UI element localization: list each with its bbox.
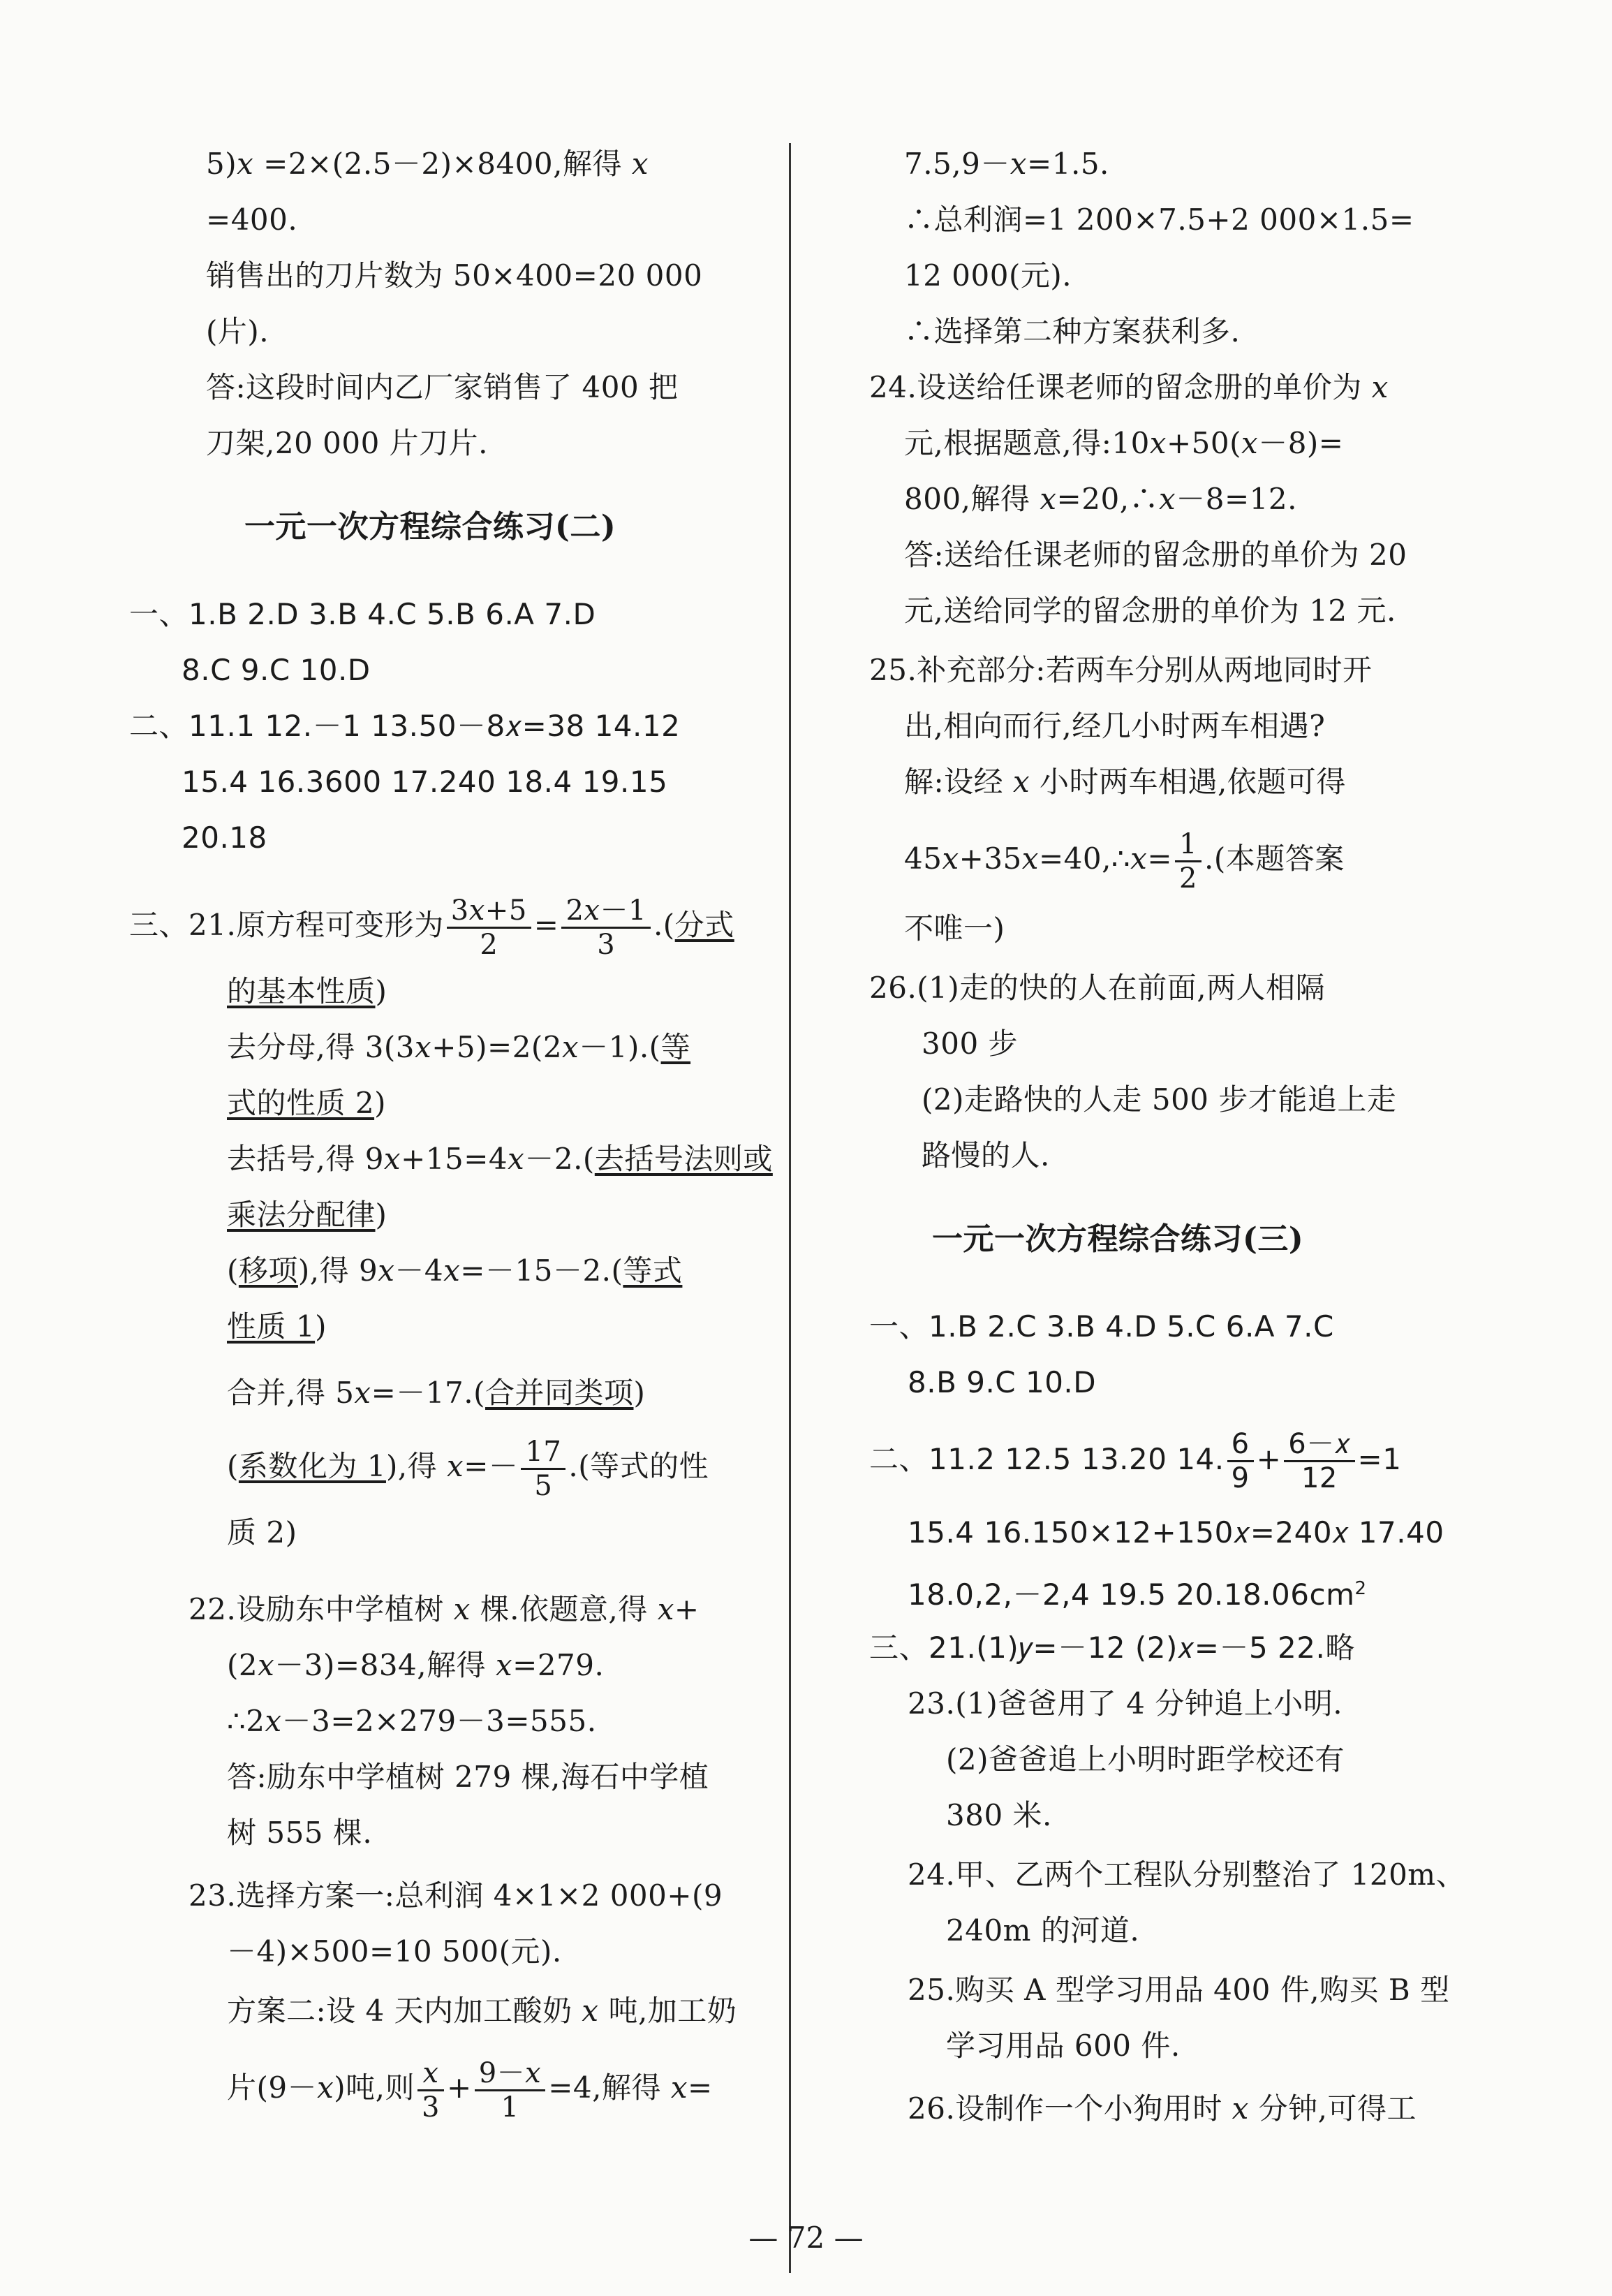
- step-text: 去分母,得 3(3𝑥+5)=2(2𝑥－1).(: [227, 1030, 661, 1064]
- denominator: 5: [534, 1469, 553, 1502]
- q24-line: 元,送给同学的留念册的单价为 12 元.: [904, 594, 1396, 628]
- underlined-answer: 乘法分配律: [227, 1198, 376, 1232]
- answers-text: =1: [1357, 1442, 1402, 1476]
- solve-answers-line: 三、21.(1)𝑦=－12 (2)𝑥=－5 22.略: [869, 1631, 1355, 1665]
- q24-line: 240m 的河道.: [946, 1913, 1140, 1948]
- q24-line: 24.甲、乙两个工程队分别整治了 120m、: [908, 1857, 1466, 1892]
- q25-line: 出,相向而行,经几小时两车相遇?: [904, 709, 1326, 743]
- section-heading: 一元一次方程综合练习(三): [932, 1221, 1304, 1257]
- q25-line: 学习用品 600 件.: [946, 2029, 1181, 2063]
- underlined-answer: 移项: [238, 1253, 298, 1288]
- text-line: =400.: [206, 203, 298, 237]
- step-text: =4,解得 𝑥=: [548, 2070, 713, 2105]
- step-text: ),得 9𝑥－4𝑥=－15－2.(: [297, 1253, 623, 1288]
- q24-line: 答:送给任课老师的留念册的单价为 20: [904, 538, 1407, 572]
- text-line: 答:这段时间内乙厂家销售了 400 把: [206, 370, 679, 404]
- underlined-answer: 合并同类项: [485, 1376, 634, 1410]
- text-line: ∴总利润=1 200×7.5+2 000×1.5=: [904, 203, 1414, 237]
- plus-sign: +: [446, 2070, 472, 2105]
- q25-line: [904, 824, 1345, 894]
- punct: (: [227, 1253, 239, 1288]
- fraction: [521, 1436, 565, 1502]
- denominator: 1: [501, 2091, 519, 2124]
- fraction: [417, 2057, 444, 2124]
- underlined-answer: 性质 1: [227, 1309, 316, 1344]
- numerator: 17: [521, 1436, 565, 1470]
- q22-line: (2𝑥－3)=834,解得 𝑥=279.: [227, 1648, 605, 1682]
- q23-line: －4)×500=10 500(元).: [227, 1934, 562, 1968]
- q21-line: [227, 1246, 682, 1295]
- q23-line: 方案二:设 4 天内加工酸奶 𝑥 吨,加工奶: [227, 1994, 737, 2028]
- q25-line: 25.补充部分:若两车分别从两地同时开: [869, 653, 1373, 687]
- step-text: 合并,得 5𝑥=－17.(: [227, 1376, 485, 1410]
- q21-line: [227, 1135, 773, 1184]
- text-line: 12 000(元).: [904, 258, 1072, 293]
- q21-intro: 三、21.原方程可变形为: [129, 908, 444, 942]
- mc-answers-line: 8.C 9.C 10.D: [182, 653, 371, 687]
- punct: ): [374, 1086, 386, 1120]
- column-divider: [789, 143, 791, 2273]
- q21-line: [227, 1191, 387, 1239]
- mc-answers-line: 8.B 9.C 10.D: [908, 1365, 1097, 1399]
- mc-answers-line: 一、1.B 2.C 3.B 4.D 5.C 6.A 7.C: [869, 1309, 1334, 1344]
- fraction: [561, 895, 650, 961]
- underlined-answer: 等式: [623, 1253, 683, 1288]
- q25-line: 25.购买 A 型学习用品 400 件,购买 B 型: [908, 1973, 1450, 2007]
- q21-line: [227, 1435, 709, 1502]
- numerator: 𝑥: [417, 2057, 444, 2091]
- q26-line: 26.设制作一个小狗用时 𝑥 分钟,可得工: [908, 2091, 1417, 2126]
- text-line: (片).: [206, 314, 269, 348]
- denominator: 12: [1301, 1462, 1338, 1494]
- fraction: [475, 2057, 546, 2124]
- punct: .(: [653, 908, 675, 942]
- text-line: 5)𝑥 =2×(2.5－2)×8400,解得 𝑥: [206, 147, 649, 181]
- q24-line: 24.设送给任课老师的留念册的单价为 𝑥: [869, 370, 1389, 404]
- q26-line: 路慢的人.: [922, 1138, 1050, 1172]
- denominator: 9: [1231, 1462, 1250, 1494]
- fill-answers-line: 二、11.1 12.－1 13.50－8𝑥=38 14.12: [129, 709, 681, 743]
- fill-answers-line: 15.4 16.150×12+150𝑥=240𝑥 17.40: [908, 1515, 1444, 1550]
- punct: ): [633, 1376, 646, 1410]
- step-text: .(等式的性: [568, 1449, 709, 1483]
- punct: (: [227, 1449, 239, 1483]
- q25-line: 不唯一): [904, 911, 1005, 945]
- step-text: .(本题答案: [1204, 841, 1345, 876]
- numerator: 1: [1175, 828, 1201, 862]
- numerator: 9－𝑥: [475, 2057, 546, 2091]
- fraction: [1175, 828, 1201, 895]
- q23-line: 23.(1)爸爸用了 4 分钟追上小明.: [908, 1686, 1343, 1721]
- fraction: [1227, 1428, 1254, 1494]
- text-line: ∴选择第二种方案获利多.: [904, 314, 1241, 348]
- numerator: 2𝑥－1: [561, 895, 650, 929]
- step-text: 去括号,得 9𝑥+15=4𝑥－2.(: [227, 1142, 595, 1176]
- q24-line: 元,根据题意,得:10𝑥+50(𝑥－8)=: [904, 426, 1344, 460]
- answers-text: 二、11.2 12.5 13.20 14.: [869, 1442, 1225, 1476]
- plus-sign: +: [1256, 1442, 1282, 1476]
- q23-line: 380 米.: [946, 1798, 1052, 1832]
- underlined-answer: 去括号法则或: [594, 1142, 773, 1176]
- fill-answers-line: [869, 1428, 1402, 1494]
- underlined-answer: 式的性质 2: [227, 1086, 375, 1120]
- q21-line: [227, 1302, 327, 1351]
- superscript: 2: [1354, 1578, 1367, 1599]
- q24-line: 800,解得 𝑥=20,∴𝑥－8=12.: [904, 482, 1297, 516]
- q26-line: (2)走路快的人走 500 步才能追上走: [922, 1082, 1397, 1117]
- equals-sign: =: [533, 908, 559, 942]
- step-text: 45𝑥+35𝑥=40,∴𝑥=: [904, 841, 1173, 876]
- q23-line: (2)爸爸追上小明时距学校还有: [946, 1742, 1345, 1776]
- denominator: 2: [480, 928, 498, 961]
- numerator: 6－𝑥: [1284, 1428, 1354, 1462]
- q22-line: 树 555 棵.: [227, 1816, 373, 1850]
- q21-line: [227, 967, 387, 1016]
- text-line: 销售出的刀片数为 50×400=20 000: [206, 258, 703, 293]
- q22-line: 答:励东中学植树 279 棵,海石中学植: [227, 1760, 709, 1794]
- underlined-answer: 等: [660, 1030, 691, 1064]
- punct: ): [375, 1198, 387, 1232]
- denominator: 3: [597, 928, 616, 961]
- fill-answers-line: 15.4 16.3600 17.240 18.4 19.15: [182, 765, 668, 799]
- section-heading: 一元一次方程综合练习(二): [244, 509, 616, 545]
- underlined-answer: 分式: [674, 908, 734, 942]
- q26-line: 26.(1)走的快的人在前面,两人相隔: [869, 971, 1326, 1005]
- punct: ): [315, 1309, 327, 1344]
- fraction: [1284, 1428, 1354, 1494]
- q21-line: [129, 894, 734, 961]
- step-text: ),得 𝑥=－: [385, 1449, 519, 1483]
- numerator: 6: [1227, 1428, 1254, 1462]
- q22-line: 22.设励东中学植树 𝑥 棵.依题意,得 𝑥+: [188, 1592, 700, 1626]
- mc-answers-line: 一、1.B 2.D 3.B 4.C 5.B 6.A 7.D: [129, 597, 596, 631]
- step-text: 片(9－𝑥)吨,则: [227, 2070, 415, 2105]
- q21-line: [227, 1079, 386, 1128]
- q25-line: 解:设经 𝑥 小时两车相遇,依题可得: [904, 765, 1346, 799]
- punct: ): [375, 974, 387, 1008]
- q21-line: 质 2): [227, 1515, 297, 1550]
- numerator: 3𝑥+5: [447, 895, 531, 929]
- text-line: 刀架,20 000 片刀片.: [206, 426, 489, 460]
- text-line: 7.5,9－𝑥=1.5.: [904, 147, 1109, 181]
- underlined-answer: 系数化为 1: [238, 1449, 386, 1483]
- q26-line: 300 步: [922, 1026, 1019, 1061]
- q21-line: [227, 1369, 645, 1418]
- fraction: [447, 895, 531, 961]
- q22-line: ∴2𝑥－3=2×279－3=555.: [227, 1704, 597, 1738]
- q23-line: 23.选择方案一:总利润 4×1×2 000+(9: [188, 1878, 723, 1913]
- denominator: 3: [422, 2091, 440, 2124]
- underlined-answer: 的基本性质: [227, 974, 376, 1008]
- page-number: — 72 —: [748, 2221, 864, 2255]
- answers-text: 18.0,2,－2,4 19.5 20.18.06cm: [908, 1577, 1355, 1612]
- fill-answers-line: [908, 1564, 1367, 1613]
- fill-answers-line: 20.18: [182, 820, 267, 855]
- denominator: 2: [1179, 862, 1197, 895]
- q23-line: [227, 2053, 713, 2123]
- q21-line: [227, 1023, 690, 1072]
